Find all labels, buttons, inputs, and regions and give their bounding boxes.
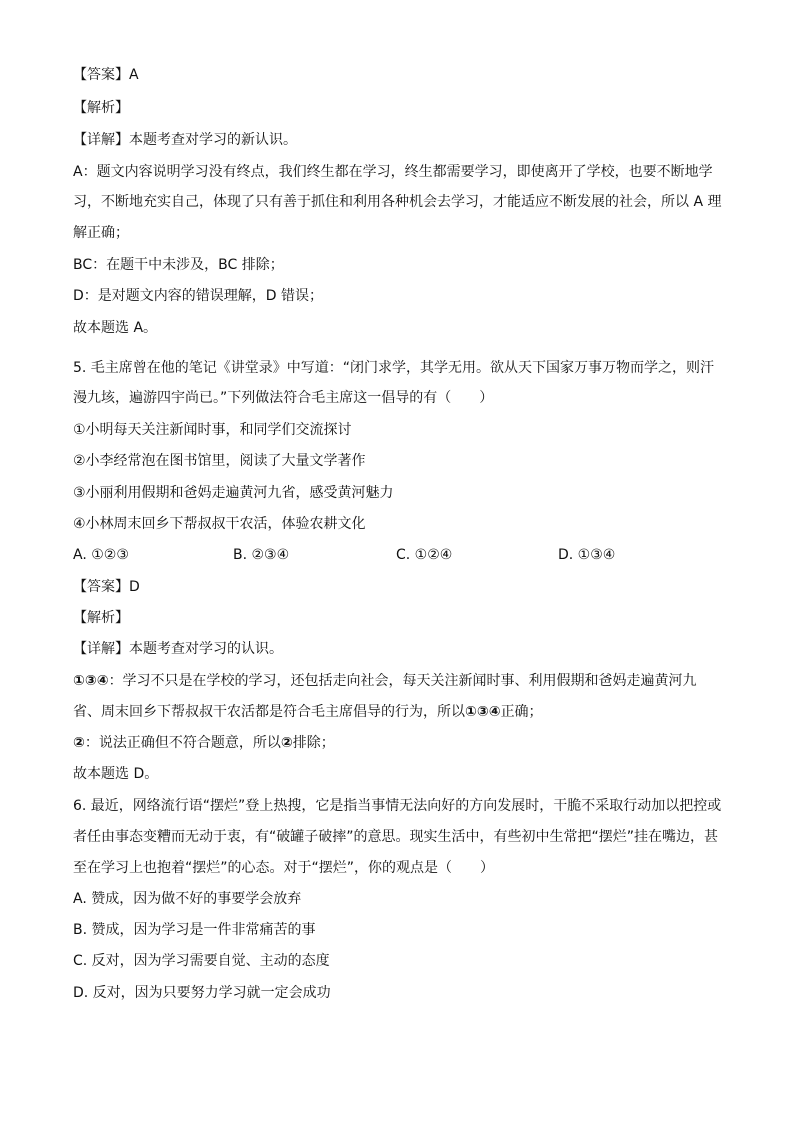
- q4-detail-line: 【详解】本题考查对学习的新认识。: [73, 132, 297, 148]
- q5-option-b: B. ②③④: [233, 547, 290, 563]
- q5-answer-line: 【答案】D: [73, 579, 140, 595]
- q5-explanation-line-3: [73, 733, 721, 753]
- q4-conclusion: 故本题选 A。: [73, 320, 158, 336]
- q5-correct-items-marker-2: ①③④: [465, 704, 501, 720]
- q5-item-2: ②小李经常泡在图书馆里，阅读了大量文学著作: [73, 453, 366, 469]
- q6-stem-line-1: 6. 最近，网络流行语“摆烂”登上热搜，它是指当事情无法向好的方向发展时，干脆不采取行动加以把控或: [73, 798, 722, 814]
- q5-detail-line: 【详解】本题考查对学习的认识。: [73, 641, 283, 657]
- q4-option-bc-explanation: BC：在题干中未涉及，BC 排除；: [73, 257, 284, 273]
- q6-stem-line-2: 者任由事态变糟而无动于衷，有“破罐子破摔”的意思。现实生活中，有些初中生常把“摆烂”挂在嘴边，甚: [73, 829, 719, 845]
- q5-excluded-item-marker-2: ②: [280, 735, 293, 751]
- q5-explanation-text-2: 省、周末回乡下帮叔叔干农活都是符合毛主席倡导的行为，所以: [73, 704, 465, 720]
- q4-option-a-explanation-line-2: 习，不断地充实自己，体现了只有善于抓住和利用各种机会去学习，才能适应不断发展的社会，所以 A 理: [73, 194, 722, 210]
- q4-answer-line: 【答案】A: [73, 67, 139, 83]
- q6-option-a: A. 赞成，因为做不好的事要学会放弃: [73, 891, 302, 907]
- q5-analysis-label: 【解析】: [73, 610, 129, 626]
- q5-stem-line-1: 5. 毛主席曾在他的笔记《讲堂录》中写道：“闭门求学，其学无用。欲从天下国家万事万物而学之，则汗: [73, 360, 715, 376]
- q6-option-d: D. 反对，因为只要努力学习就一定会成功: [73, 985, 331, 1001]
- q5-explanation-text-1: ：学习不只是在学校的学习，还包括走向社会，每天关注新闻时事、利用假期和爸妈走遍黄河九: [108, 673, 697, 689]
- q5-conclusion: 故本题选 D。: [73, 766, 159, 782]
- q5-excluded-item-marker: ②: [73, 735, 85, 751]
- q5-option-c: C. ①②④: [396, 547, 453, 563]
- q4-option-a-explanation-line-3: 解正确；: [73, 225, 129, 241]
- q4-option-d-explanation: D：是对题文内容的错误理解，D 错误；: [73, 288, 324, 304]
- q5-explanation-end-3: 排除；: [292, 735, 335, 751]
- q5-explanation-line-2: [73, 702, 721, 722]
- q5-correct-items-marker: ①③④: [73, 673, 109, 689]
- q5-explanation-end-2: 正确；: [500, 704, 543, 720]
- q5-item-1: ①小明每天关注新闻时事，和同学们交流探讨: [73, 422, 352, 438]
- q5-explanation-text-3: ：说法正确但不符合题意，所以: [84, 735, 281, 751]
- q4-option-a-explanation-line-1: A：题文内容说明学习没有终点，我们终生都在学习，终生都需要学习，即使离开了学校，也要不断地学: [73, 164, 713, 180]
- q6-stem-line-3: 至在学习上也抱着“摆烂”的心态。对于“摆烂”，你的观点是（ ）: [73, 860, 495, 876]
- q6-option-c: C. 反对，因为学习需要自觉、主动的态度: [73, 953, 330, 969]
- q5-item-4: ④小林周末回乡下帮叔叔干农活，体验农耕文化: [73, 516, 366, 532]
- q5-explanation-line-1: [73, 671, 721, 691]
- q5-options-row: [73, 545, 721, 565]
- q5-item-3: ③小丽利用假期和爸妈走遍黄河九省，感受黄河魅力: [73, 485, 394, 501]
- q5-option-d: D. ①③④: [558, 547, 616, 563]
- q5-stem-line-2: 漫九垓，遍游四宇尚已。”下列做法符合毛主席这一倡导的有（ ）: [73, 390, 494, 406]
- q5-option-a: A. ①②③: [73, 547, 129, 563]
- q6-option-b: B. 赞成，因为学习是一件非常痛苦的事: [73, 922, 316, 938]
- q4-analysis-label: 【解析】: [73, 100, 129, 116]
